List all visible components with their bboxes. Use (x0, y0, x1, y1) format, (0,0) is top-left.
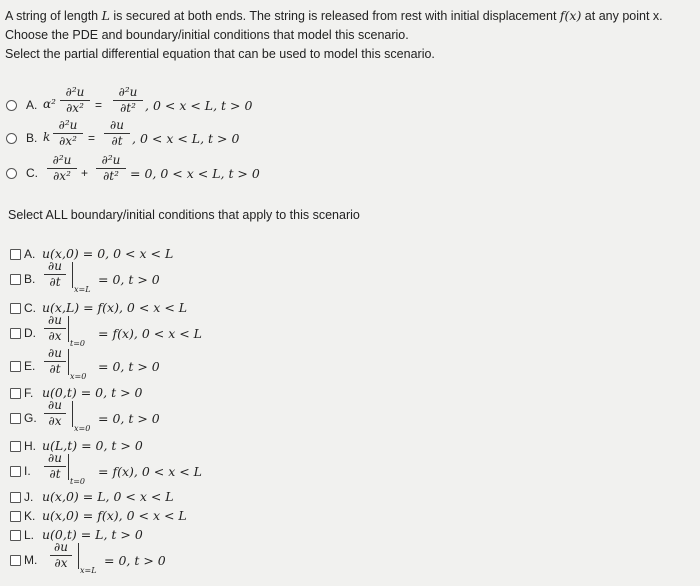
pde-radio-b[interactable] (6, 133, 17, 144)
intro-line-1: A string of length L is secured at both ends. The string is released from rest with initial displacement f(x) at any point x. (5, 8, 663, 23)
bc-checkbox-e[interactable] (10, 361, 21, 372)
bc-checkbox-i[interactable] (10, 466, 21, 477)
bc-checkbox-l[interactable] (10, 530, 21, 541)
bc-checkbox-g[interactable] (10, 413, 21, 424)
bc-checkbox-m[interactable] (10, 555, 21, 566)
bc-checkbox-c[interactable] (10, 303, 21, 314)
intro-line-3: Select the partial differential equation that can be used to model this scenario. (5, 47, 435, 61)
bc-checkbox-f[interactable] (10, 388, 21, 399)
bc-checkbox-b[interactable] (10, 274, 21, 285)
problem-statement (5, 6, 663, 64)
bc-heading: Select ALL boundary/initial conditions that apply to this scenario (8, 208, 360, 222)
bc-checkbox-j[interactable] (10, 492, 21, 503)
bc-checkbox-k[interactable] (10, 511, 21, 522)
intro-line-2: Choose the PDE and boundary/initial conditions that model this scenario. (5, 28, 409, 42)
bc-checkbox-a[interactable] (10, 249, 21, 260)
pde-radio-c[interactable] (6, 168, 17, 179)
bc-checkbox-h[interactable] (10, 441, 21, 452)
bc-checkbox-d[interactable] (10, 328, 21, 339)
pde-radio-a[interactable] (6, 100, 17, 111)
